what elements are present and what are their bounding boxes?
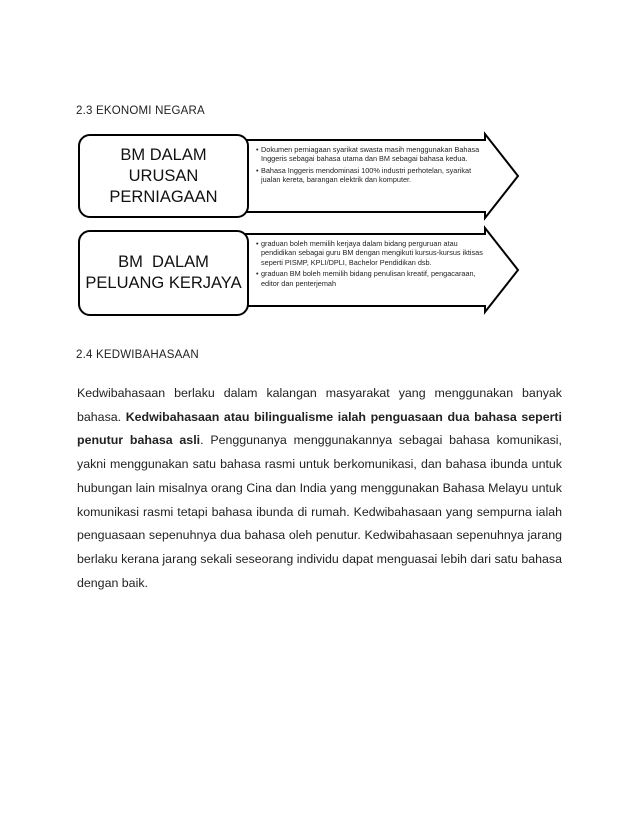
paragraph-text: Kedwibahasaan berlaku dalam kalangan masyarakat yang menggunakan banyak bahasa. [77,386,562,424]
box-bm-dalam-urusan-perniagaan [78,134,249,218]
box-title-line: BM DALAM [118,253,209,271]
box-title-line: PERNIAGAAN [109,187,218,206]
bullet-item: • graduan boleh memilih kerjaya dalam bidang perguruan atau pendidikan sebagai guru BM dengan mengikuti kursus-kursus iktisas seperti PISMP, KPLI/DPLI, Bachelor Pendidikan dsb. [256,239,488,267]
section-heading-2-4: 2.4 KEDWIBAHASAAN [76,349,199,361]
body-paragraph [77,382,562,595]
bullet-item: • Dokumen perniagaan syarikat swasta masih menggunakan Bahasa Inggeris sebagai bahasa utama dan BM sebagai bahasa kedua. [256,145,488,164]
box-bm-dalam-peluang-kerjaya [78,230,249,316]
bullet-list-kerjaya [256,239,488,290]
bullet-item: • Bahasa Inggeris mendominasi 100% industri perhotelan, syarikat jualan kereta, barangan elektrik dan komputer. [256,166,488,185]
paragraph-bold-definition: Kedwibahasaan atau bilingualisme ialah penguasaan dua bahasa seperti penutur bahasa asli [77,409,562,448]
paragraph-text: . Penggunanya menggunakannya sebagai bahasa komunikasi, yakni menggunakan satu bahasa rasmi untuk berkomunikasi, dan bahasa ibunda untuk hubungan lain misalnya orang Cina dan India yang menggunakan Bahasa Melayu untuk komunikasi rasmi tetapi bahasa ibunda di rumah. Kedwibahasaan yang sempurna ialah penguasaan sepenuhnya dua bahasa oleh penutur. Kedwibahasaan sepenuhnya jarang berlaku kerana jarang sekali seseorang individu dapat menguasai lebih dari satu bahasa dengan baik. [77,433,563,590]
bullet-list-perniagaan [256,145,488,187]
box-title-line: PELUANG KERJAYA [85,274,242,292]
box-title-line: BM DALAM [120,145,207,164]
section-heading-2-3: 2.3 EKONOMI NEGARA [76,105,205,117]
box-title-line: URUSAN [128,166,199,185]
bullet-item: • graduan BM boleh memilih bidang penulisan kreatif, pengacaraan, editor dan penterjemah [256,269,488,288]
